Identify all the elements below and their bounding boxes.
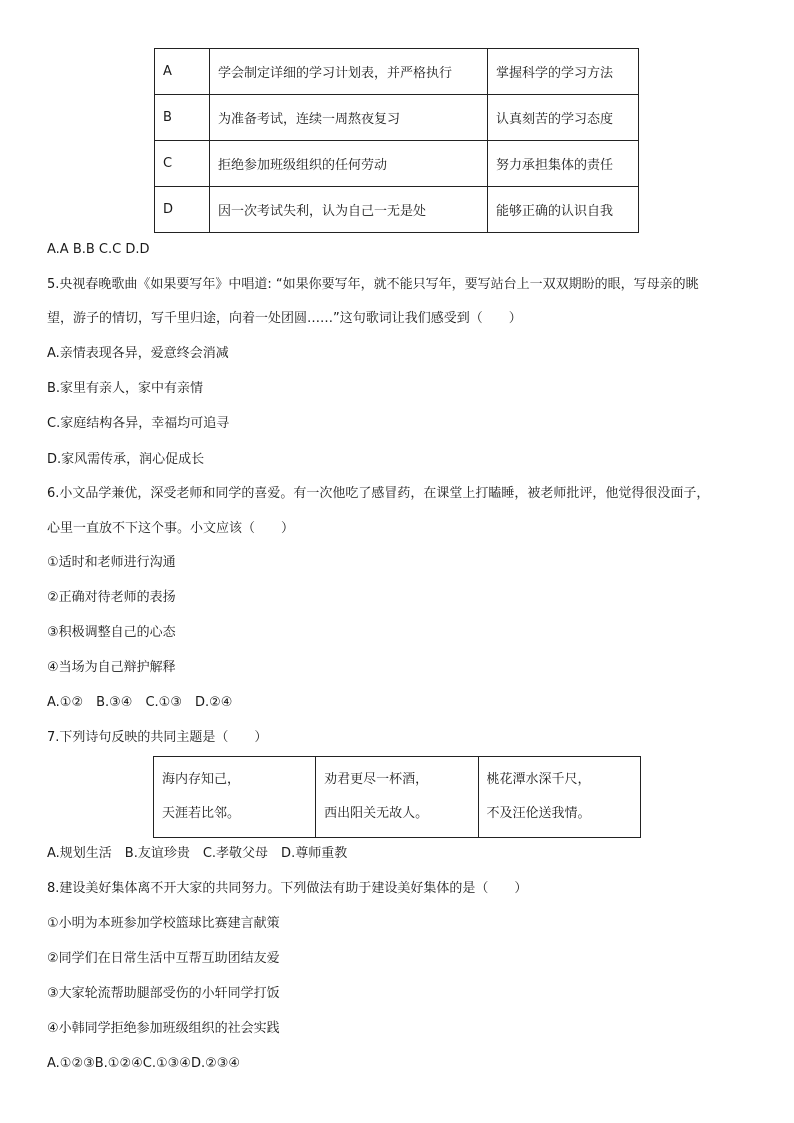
poem-line: 天涯若比邻。 [162, 806, 241, 821]
q4-options: A.A B.B C.C D.D [47, 242, 150, 257]
q5-option-d: D.家风需传承，润心促成长 [47, 452, 205, 467]
q8-item-3: ③大家轮流帮助腿部受伤的小轩同学打饭 [47, 986, 280, 1001]
q6-item-2: ②正确对待老师的表扬 [47, 590, 176, 605]
meaning-cell: 掌握科学的学习方法 [488, 49, 639, 95]
q7-stem: 7.下列诗句反映的共同主题是（ ） [47, 730, 268, 745]
behavior-table [154, 48, 639, 233]
q8-item-1: ①小明为本班参加学校篮球比赛建言献策 [47, 916, 280, 931]
option-letter: A [155, 49, 210, 95]
q6-item-1: ①适时和老师进行沟通 [47, 555, 176, 570]
option-letter: B [155, 95, 210, 141]
q6-stem-line1: 6.小文品学兼优，深受老师和同学的喜爱。有一次他吃了感冒药，在课堂上打瞌睡，被老师批评，他觉得很没面子， [47, 486, 710, 501]
q5-option-c: C.家庭结构各异，幸福均可追寻 [47, 416, 230, 431]
table-row [155, 49, 639, 95]
behavior-cell: 为准备考试，连续一周熬夜复习 [210, 95, 488, 141]
q5-option-a: A.亲情表现各异，爱意终会消减 [47, 346, 229, 361]
poem-line: 西出阳关无故人。 [324, 806, 429, 821]
q6-item-3: ③积极调整自己的心态 [47, 625, 176, 640]
behavior-cell: 因一次考试失利，认为自己一无是处 [210, 187, 488, 233]
meaning-cell: 努力承担集体的责任 [488, 141, 639, 187]
q8-options: A.①②③B.①②④C.①③④D.②③④ [47, 1056, 241, 1071]
option-letter: D [155, 187, 210, 233]
meaning-cell: 认真刻苦的学习态度 [488, 95, 639, 141]
q8-item-4: ④小韩同学拒绝参加班级组织的社会实践 [47, 1021, 280, 1036]
table-row [155, 141, 639, 187]
q7-options: A.规划生活 B.友谊珍贵 C.孝敬父母 D.尊师重教 [47, 846, 348, 861]
poem-cell [316, 757, 478, 838]
behavior-cell: 拒绝参加班级组织的任何劳动 [210, 141, 488, 187]
poem-line: 桃花潭水深千尺， [486, 772, 591, 787]
q8-item-2: ②同学们在日常生活中互帮互助团结友爱 [47, 951, 280, 966]
q6-stem-line2: 心里一直放不下这个事。小文应该（ ） [47, 521, 295, 536]
q5-option-b: B.家里有亲人，家中有亲情 [47, 381, 204, 396]
poem-cell [478, 757, 640, 838]
q6-item-4: ④当场为自己辩护解释 [47, 660, 176, 675]
table-row [155, 187, 639, 233]
q5-stem-line2: 望，游子的情切，写千里归途，向着一处团圆……”这句歌词让我们感受到（ ） [47, 311, 522, 326]
poem-line: 劝君更尽一杯酒， [324, 772, 429, 787]
q5-stem-line1: 5.央视春晚歌曲《如果要写年》中唱道: “如果你要写年，就不能只写年，要写站台上一双双期盼的眼，写母亲的眺 [47, 277, 699, 292]
table-row [154, 757, 641, 838]
poem-cell [154, 757, 316, 838]
q8-stem: 8.建设美好集体离不开大家的共同努力。下列做法有助于建设美好集体的是（ ） [47, 881, 528, 896]
poem-line: 海内存知己， [162, 772, 241, 787]
q6-options: A.①② B.③④ C.①③ D.②④ [47, 695, 233, 710]
poem-table [153, 756, 641, 838]
poem-line: 不及汪伦送我情。 [486, 806, 591, 821]
table-row [155, 95, 639, 141]
behavior-cell: 学会制定详细的学习计划表，并严格执行 [210, 49, 488, 95]
option-letter: C [155, 141, 210, 187]
meaning-cell: 能够正确的认识自我 [488, 187, 639, 233]
